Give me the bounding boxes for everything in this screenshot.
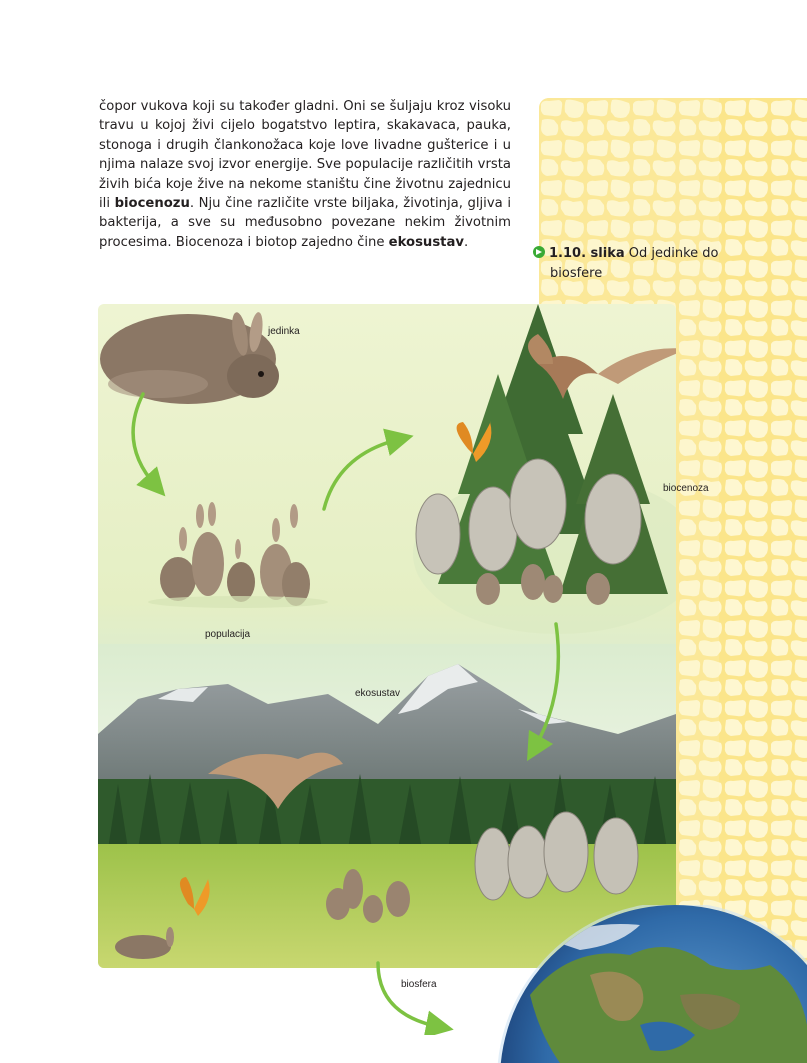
- paragraph-part-2: . Nju čine različite vrste biljaka, životinja, gljiva i bakterija, a sve su međusobno povezane nekim životnim procesima. Biocenoza i biotop zajedno čine: [99, 196, 511, 250]
- body-paragraph: [99, 97, 511, 252]
- term-ecosystem: ekosustav: [388, 234, 464, 250]
- label-biocenosis: biocenoza: [663, 483, 709, 494]
- paragraph-part-1: čopor vukova koji su također gladni. Oni se šuljaju kroz visoku travu u kojoj živi cijelo bogatstvo leptira, skakavaca, pauka, stonoga i drugih člankonožaca koje love livadne gušterice i u njima nalaze svoj izvor energije. Sve populacije različitih vrsta živih bića koje žive na nekome staništu čine životnu zajednicu ili: [99, 99, 511, 212]
- term-biocenosis: biocenozu: [114, 196, 190, 212]
- figure-number: 1.10. slika: [549, 246, 625, 261]
- caption-text-line1: Od jedinke do: [628, 246, 719, 261]
- earth-globe-icon: [440, 905, 807, 1063]
- label-population: populacija: [205, 629, 251, 640]
- paragraph-part-3: .: [463, 234, 469, 250]
- figure-illustration: [98, 304, 676, 968]
- label-biosphere: biosfera: [401, 979, 437, 990]
- caption-text-line2: biosfere: [550, 266, 603, 281]
- label-ecosystem: ekosustav: [355, 688, 401, 699]
- figure-caption: [533, 244, 733, 284]
- label-individual: jedinka: [268, 326, 300, 337]
- ecology-figure: [98, 304, 676, 968]
- arrow-right-circle-icon: [533, 246, 545, 258]
